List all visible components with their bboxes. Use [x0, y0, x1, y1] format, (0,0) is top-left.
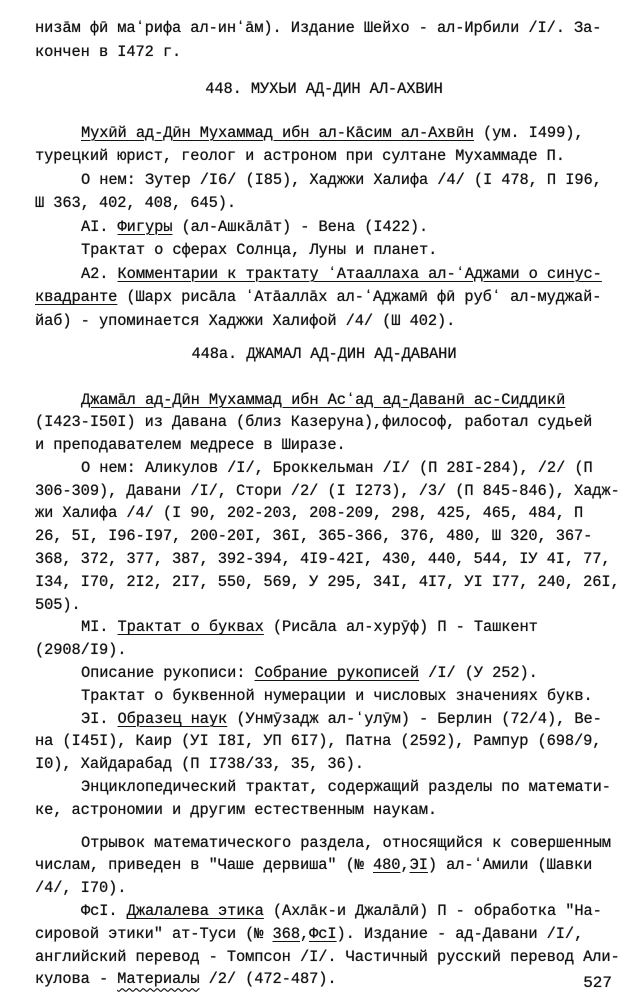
text-line: [35, 192, 613, 216]
text-segment: ,: [400, 856, 410, 875]
text-line: [35, 594, 613, 617]
text-line: [35, 145, 613, 169]
text-segment: (2908/I9).: [35, 641, 127, 660]
text-line: [35, 923, 613, 946]
text-line: [35, 730, 613, 753]
text-segment: Отрывок математического раздела, относящийся к совершенным: [81, 833, 611, 852]
text-segment: AI.: [81, 217, 118, 236]
underlined-title: Мухӣй ад-Дӣн Мухаммад ибн ал-Кāсим ал-Ахвӣн: [81, 123, 474, 142]
text-line: [35, 900, 613, 923]
underlined-title: Джалалева этика: [126, 902, 264, 921]
text-line: [35, 434, 613, 457]
text-segment: 448. МУХЬИ АД-ДИН АЛ-АХВИН: [205, 80, 443, 98]
underlined-title: Собрание рукописей: [254, 664, 420, 683]
text-line: [35, 548, 613, 571]
text-line: [35, 946, 620, 969]
underlined-title: 368: [272, 924, 300, 943]
text-line: [35, 216, 613, 240]
text-line: [35, 776, 613, 799]
text-segment: 26, 5I, I96-I97, 200-20I, 36I, 365-366, 376, 480, Ш 320, 367-: [35, 527, 593, 546]
text-segment: низāм фӣ маʻрифа ал-инʻāм). Издание Шейхо - ал-Ирбили /I/. За-: [35, 19, 602, 37]
text-segment: ,: [299, 924, 310, 943]
text-line: [35, 877, 613, 900]
text-segment: (Ахлāк-и Джалāлӣ) П - обработка "На-: [263, 902, 602, 921]
text-line: [35, 411, 613, 434]
text-line: [35, 799, 613, 822]
text-segment: I34, I70, 2I2, 2I7, 550, 569, У 295, 34I, 4I7, УI I77, 240, 26I,: [35, 572, 620, 591]
text-segment: на (I45I), Каир (УI I8I, УП 6I7), Патна (2592), Рампур (698/9,: [35, 732, 602, 751]
text-segment: Энциклопедический трактат, содержащий разделы по математи-: [81, 778, 611, 797]
underlined-title: 480: [373, 856, 401, 875]
text-line: [35, 968, 613, 991]
text-line: [35, 286, 613, 310]
text-segment: (I423-I50I) из Давана (близ Казеруна),философ, работал судьей: [35, 413, 593, 432]
text-segment: Трактат о буквенной нумерации и числовых значениях букв.: [81, 686, 593, 705]
text-segment: 368, 372, 377, 387, 392-394, 4I9-42I, 430, 440, 544, IУ 4I, 77,: [35, 550, 611, 569]
underlined-title: Джамāл ад-Дӣн Мухаммад ибн Асʻад ад-Даванӣ ас-Сиддикӣ: [81, 390, 566, 409]
text-line: [35, 525, 613, 548]
text-segment: I0), Хайдарабад (П I738/33, 35, 36).: [35, 755, 364, 774]
text-segment: /4/, I70).: [35, 879, 127, 898]
text-line: [35, 457, 613, 480]
text-segment: 306-309), Давани /I/, Стори /2/ (I I273), /3/ (П 845-846), Хадж-: [35, 481, 620, 500]
text-segment: (ум. I499),: [473, 123, 584, 142]
text-segment: ) ал-ʻАмили (Шавки: [427, 856, 593, 875]
text-line: [35, 685, 613, 708]
text-line: [35, 753, 613, 776]
text-segment: ЭI.: [81, 709, 118, 728]
text-segment: МI.: [81, 618, 118, 637]
text-segment: йаб) - упоминается Хаджжи Халифой /4/ (Ш 402).: [35, 311, 456, 330]
text-line: [35, 639, 613, 662]
text-line: [35, 480, 620, 503]
text-segment: /2/ (472-487).: [199, 970, 337, 989]
page-number: 527: [583, 974, 612, 992]
text-line: [35, 854, 613, 877]
text-line: [35, 263, 613, 287]
text-segment: Трактат о сферах Солнца, Луны и планет.: [81, 241, 438, 259]
text-segment: (Рисāла ал-хурӯф) П - Ташкент: [263, 618, 538, 637]
text-segment: жи Халифа /4/ (I 90, 202-203, 208-209, 298, 425, 465, 484, П: [35, 504, 584, 523]
text-segment: A2.: [81, 264, 118, 283]
text-line: [35, 41, 613, 65]
underlined-title: Фигуры: [117, 217, 173, 236]
text-segment: /I/ (У 252).: [419, 664, 538, 683]
text-line: [35, 616, 613, 639]
text-segment: (ал-Ашкāлāт) - Вена (I422).: [172, 217, 429, 236]
text-segment: кончен в I472 г.: [35, 42, 182, 61]
text-segment: английский перевод - Томпсон /I/. Частичный русский перевод Али-: [35, 947, 620, 966]
text-line: [35, 17, 613, 41]
underlined-title: ЭI: [409, 856, 428, 875]
section-heading: [35, 343, 613, 367]
text-line: [35, 708, 613, 731]
text-line: [35, 662, 613, 685]
text-segment: (Унмӯзадж ал-ʻулӯм) - Берлин (72/4), Ве-: [227, 709, 602, 728]
underlined-title: ФсI: [309, 924, 337, 943]
text-line: [35, 832, 613, 855]
text-line: [35, 310, 613, 334]
text-line: [35, 239, 613, 263]
text-segment: 448а. ДЖАМАЛ АД-ДИН АД-ДАВАНИ: [191, 345, 457, 363]
wavy-underlined-title: Материалы: [117, 970, 200, 989]
text-line: [35, 389, 613, 412]
text-segment: ). Издание - ад-Давани /I/,: [336, 924, 584, 943]
text-line: [35, 571, 620, 594]
text-segment: сировой этики" ат-Туси (№: [35, 924, 273, 943]
underlined-title: Комментарии к трактату ʻАтааллаха ал-ʻАджами о синус-: [117, 264, 602, 283]
text-line: [35, 502, 613, 525]
text-segment: О нем: Аликулов /I/, Броккельман /I/ (П 28I-284), /2/ (П: [81, 458, 593, 477]
text-segment: ФсI.: [81, 902, 127, 921]
section-heading: [35, 78, 613, 102]
text-segment: турецкий юрист, геолог и астроном при султане Мухаммаде П.: [35, 147, 565, 165]
text-segment: кулова -: [35, 970, 118, 989]
text-line: [35, 169, 613, 193]
text-segment: Ш 363, 402, 408, 645).: [35, 194, 236, 212]
text-segment: числам, приведен в "Чаше дервиша" (№: [35, 856, 374, 875]
text-segment: 505).: [35, 595, 81, 614]
text-line: [35, 122, 613, 146]
text-segment: О нем: Зутер /I6/ (I85), Хаджжи Халифа /4/ (I 478, П I96,: [81, 170, 602, 189]
underlined-title: Трактат о буквах: [117, 618, 264, 637]
text-segment: и преподавателем медресе в Ширазе.: [35, 436, 346, 455]
underlined-title: Образец наук: [117, 709, 228, 728]
text-segment: Описание рукописи:: [81, 664, 255, 683]
text-segment: ке, астрономии и другим естественным наукам.: [35, 800, 437, 819]
text-segment: (Шарх рисāла ʻАтāаллāх ал-ʻАджамӣ фӣ рубʻ ал-муджай-: [117, 288, 602, 306]
document-page: [35, 17, 620, 991]
underlined-title: квадранте: [35, 288, 118, 306]
